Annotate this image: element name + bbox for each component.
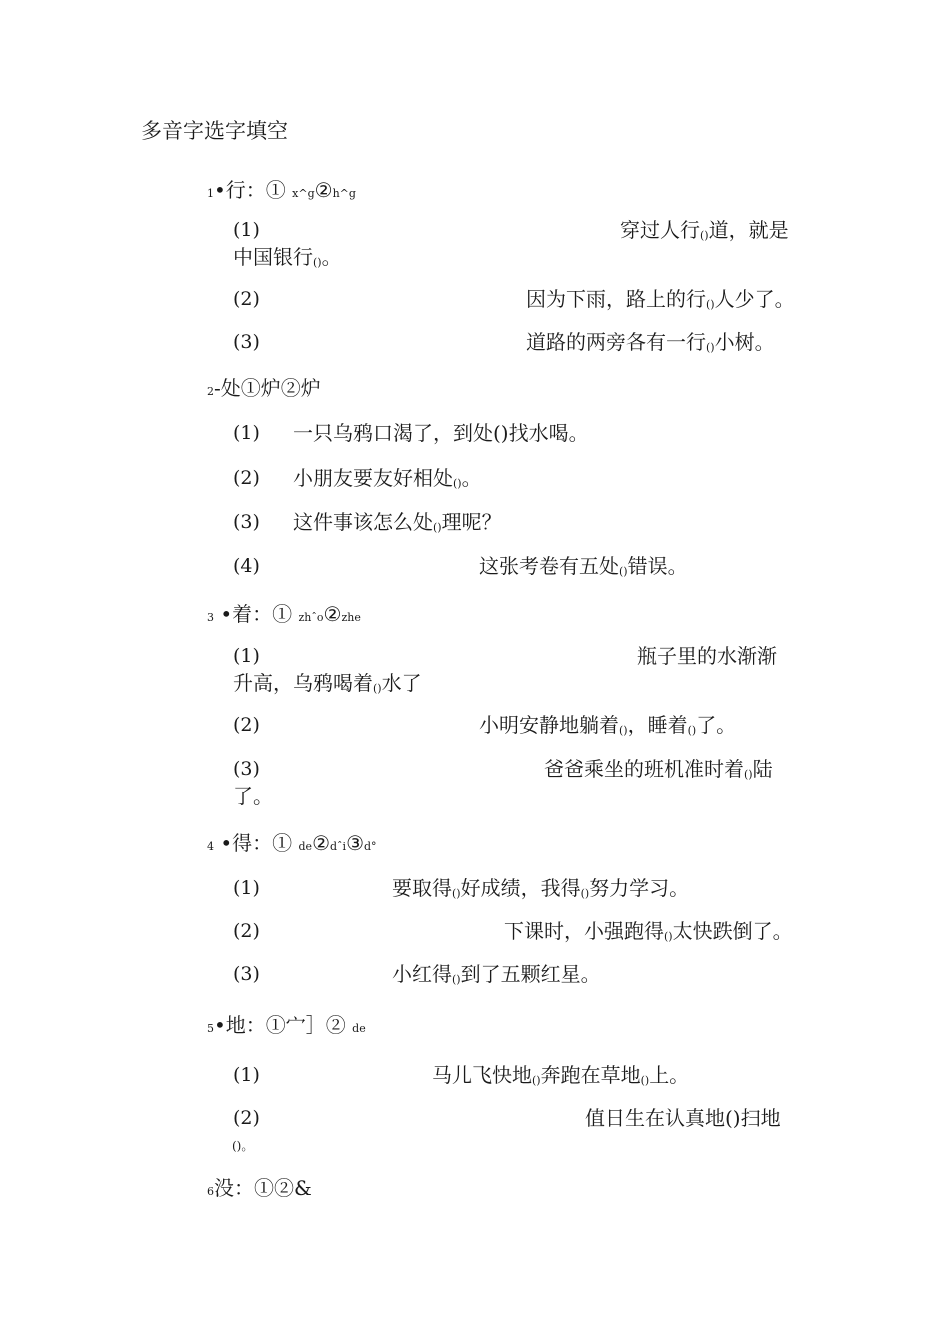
- sentence-text: 努力学习。: [589, 876, 690, 900]
- sentence-line: [293, 468, 482, 488]
- option-marker: ②: [312, 831, 331, 855]
- sentence-line: [479, 556, 688, 576]
- question-heading: [207, 604, 361, 624]
- item-number: (1): [233, 877, 260, 899]
- sentence-text: 了。: [233, 784, 273, 808]
- blank-parentheses: (): [493, 421, 509, 445]
- option-marker: ①: [272, 602, 293, 626]
- item-number: (3): [233, 331, 260, 353]
- item-number: (4): [233, 555, 260, 577]
- question-number: 2: [207, 385, 214, 398]
- sentence-text: 上。: [649, 1063, 690, 1087]
- item-number: (1): [233, 422, 260, 444]
- pinyin-option: de: [352, 1022, 366, 1035]
- sentence-line: [544, 759, 773, 779]
- question-heading: [207, 378, 321, 398]
- blank-parentheses: (): [687, 724, 697, 737]
- sentence-text: 道，就是: [708, 218, 789, 242]
- item-number: (1): [233, 1064, 260, 1086]
- item-number: (2): [233, 920, 260, 942]
- sentence-text: 。: [321, 245, 342, 269]
- blank-parentheses: (): [725, 1106, 741, 1130]
- blank-parentheses: (): [452, 887, 461, 900]
- sentence-text: 错误。: [627, 554, 688, 578]
- target-character: 没：①②&: [214, 1176, 312, 1200]
- item-number: (1): [233, 219, 260, 241]
- sentence-line: [392, 878, 689, 898]
- sentence-text: 小红得: [392, 962, 452, 986]
- pinyin-option: dˆi: [330, 840, 347, 853]
- sentence-line: [620, 220, 789, 240]
- sentence-text: 爸爸乘坐的班机准时着: [544, 757, 744, 781]
- sentence-text: 理呢？: [441, 510, 502, 534]
- sentence-text: 到了五颗红星。: [460, 962, 601, 986]
- sentence-text: 奔跑在草地: [540, 1063, 641, 1087]
- blank-parentheses: (): [232, 1139, 242, 1153]
- sentence-text: 这件事该怎么处: [293, 510, 433, 534]
- blank-parentheses: (): [640, 1074, 650, 1087]
- sentence-text: 瓶子里的水渐渐: [637, 644, 777, 668]
- sentence-text: 中国银行: [233, 245, 313, 269]
- sentence-text: 。: [461, 466, 482, 490]
- pinyin-option: zhe: [341, 611, 361, 624]
- blank-parentheses: (): [744, 768, 753, 781]
- target-character: -处①炉②炉: [214, 376, 321, 400]
- target-character: •得：: [220, 831, 273, 855]
- item-number: (2): [233, 288, 260, 310]
- sentence-line: [293, 423, 589, 443]
- blank-parentheses: (): [664, 930, 673, 943]
- item-number: (3): [233, 511, 260, 533]
- blank-parentheses: (): [452, 973, 461, 986]
- blank-parentheses: (): [453, 477, 462, 490]
- sentence-text: 因为下雨，路上的行: [526, 287, 706, 311]
- target-character: •行：: [214, 178, 266, 202]
- sentence-line: [432, 1065, 689, 1085]
- pinyin-option: d°: [364, 840, 377, 853]
- blank-parentheses: (): [580, 887, 590, 900]
- target-character: •着：: [220, 602, 273, 626]
- sentence-text: 马儿飞快地: [432, 1063, 532, 1087]
- question-number: 6: [207, 1185, 214, 1198]
- question-heading: [207, 1015, 366, 1035]
- sentence-text: 扫地: [740, 1106, 781, 1130]
- blank-parentheses: (): [373, 682, 382, 695]
- sentence-text: 值日生在认真地: [585, 1106, 725, 1130]
- sentence-text: 。: [241, 1139, 254, 1153]
- sentence-line: [233, 673, 422, 693]
- sentence-text: 小树。: [714, 330, 775, 354]
- blank-parentheses: (): [532, 1074, 541, 1087]
- sentence-text: 下课时，小强跑得: [504, 919, 664, 943]
- option-marker: ①: [272, 831, 293, 855]
- page-title: 多音字选字填空: [141, 119, 288, 143]
- pinyin-option: h^g: [332, 187, 356, 200]
- blank-parentheses: (): [433, 521, 442, 534]
- item-number: (2): [233, 1107, 260, 1129]
- blank-parentheses: (): [619, 724, 628, 737]
- option-marker: ②: [323, 602, 342, 626]
- question-number: 3: [207, 611, 214, 624]
- sentence-text: 这张考卷有五处: [479, 554, 619, 578]
- sentence-text: 升高，乌鸦喝着: [233, 671, 373, 695]
- sentence-text: 人少了。: [714, 287, 795, 311]
- sentence-line: [479, 715, 736, 735]
- sentence-line: [233, 786, 273, 806]
- item-number: (3): [233, 758, 260, 780]
- sentence-text: 道路的两旁各有一行: [526, 330, 706, 354]
- blank-parentheses: (): [706, 341, 715, 354]
- blank-parentheses: (): [700, 229, 709, 242]
- sentence-text: 找水喝。: [508, 421, 589, 445]
- sentence-line: [526, 289, 795, 309]
- sentence-line: [504, 921, 793, 941]
- sentence-text: 小朋友要友好相处: [293, 466, 453, 490]
- question-heading: [207, 833, 377, 853]
- sentence-text: 陆: [752, 757, 773, 781]
- pinyin-option: zhˆo: [298, 611, 324, 624]
- pinyin-option: de: [298, 840, 313, 853]
- sentence-text: ，睡着: [627, 713, 688, 737]
- sentence-text: 一只乌鸦口渴了，到处: [293, 421, 493, 445]
- item-number: (3): [233, 963, 260, 985]
- sentence-line: [232, 1140, 253, 1152]
- blank-parentheses: (): [619, 565, 628, 578]
- item-number: (2): [233, 467, 260, 489]
- sentence-text: 水了: [381, 671, 422, 695]
- blank-parentheses: (): [313, 256, 322, 269]
- sentence-line: [585, 1108, 781, 1128]
- option-marker: ③: [346, 831, 365, 855]
- option-marker: ①: [265, 178, 286, 202]
- sentence-line: [637, 646, 777, 666]
- sentence-text: 穿过人行: [620, 218, 700, 242]
- sentence-line: [293, 512, 502, 532]
- sentence-text: 小明安静地躺着: [479, 713, 619, 737]
- question-heading: [207, 1178, 312, 1198]
- question-number: 1: [207, 187, 214, 200]
- question-number: 4: [207, 840, 214, 853]
- target-character: •地：①宀］②: [214, 1013, 346, 1037]
- option-marker: ②: [314, 178, 333, 202]
- item-number: (1): [233, 645, 260, 667]
- question-heading: [207, 180, 356, 200]
- sentence-text: 太快跌倒了。: [672, 919, 793, 943]
- sentence-text: 要取得: [392, 876, 452, 900]
- sentence-text: 好成绩，我得: [460, 876, 581, 900]
- sentence-line: [233, 247, 342, 267]
- blank-parentheses: (): [706, 298, 715, 311]
- item-number: (2): [233, 714, 260, 736]
- sentence-line: [392, 964, 601, 984]
- sentence-line: [526, 332, 775, 352]
- question-number: 5: [207, 1022, 214, 1035]
- sentence-text: 了。: [696, 713, 737, 737]
- pinyin-option: x^g: [292, 187, 315, 200]
